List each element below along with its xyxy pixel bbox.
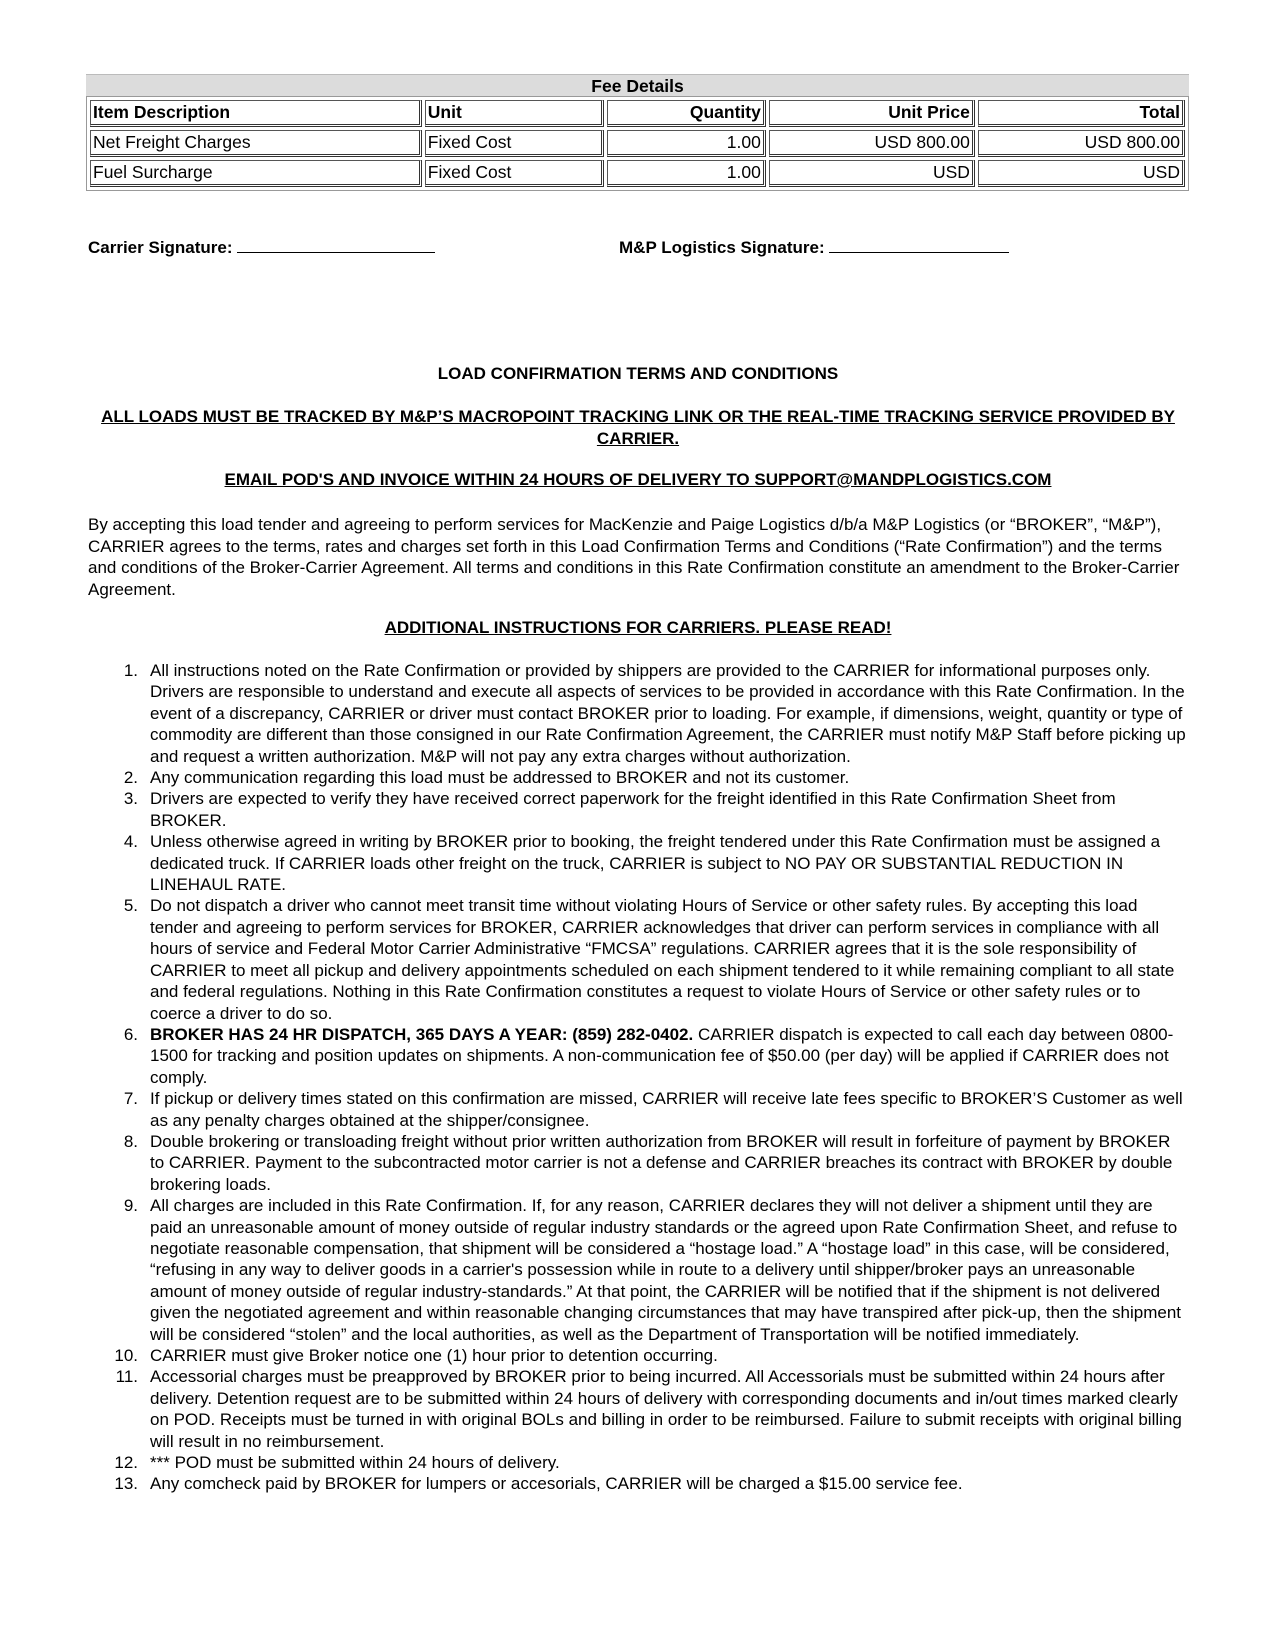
table-cell: 1.00 <box>607 130 765 157</box>
column-header: Unit <box>425 100 605 127</box>
table-cell: Net Freight Charges <box>90 130 422 157</box>
list-item: 13. Any comcheck paid by BROKER for lumpers or accesorials, CARRIER will be charged a $15.00 service fee. <box>114 1474 963 1494</box>
table-cell: USD <box>978 160 1185 187</box>
fee-details-title: Fee Details <box>86 74 1189 97</box>
mp-signature-line[interactable] <box>829 236 1009 253</box>
intro-paragraph: By accepting this load tender and agreeing to perform services for MacKenzie and Paige Logistics d/b/a M&P Logistics (or “BROKER”, “M&P”), CARRIER agrees to the terms, rates and charges set forth in this Load Confirmation Terms and Conditions (“Rate Confirmation”) and the terms and conditions of the Broker-Carrier Agreement. All terms and conditions in this Rate Confirmation constitute an amendment to the Broker-Carrier Agreement. <box>88 515 1180 599</box>
email-notice: EMAIL POD'S AND INVOICE WITHIN 24 HOURS OF DELIVERY TO SUPPORT@MANDPLOGISTICS.COM <box>224 470 1052 489</box>
fee-details-section <box>86 74 1189 191</box>
table-cell: USD 800.00 <box>978 130 1185 157</box>
column-header: Item Description <box>90 100 422 127</box>
list-item: 7. If pickup or delivery times stated on this confirmation are missed, CARRIER will receive late fees specific to BROKER’S Customer as well as any penalty charges obtained at the shipper/consignee. <box>123 1089 1183 1130</box>
mp-logistics-signature <box>619 236 1009 258</box>
list-item: 2. Any communication regarding this load must be addressed to BROKER and not its customer. <box>123 768 850 788</box>
table-cell: USD <box>769 160 975 187</box>
table-cell: Fixed Cost <box>425 160 605 187</box>
list-item: 6. BROKER HAS 24 HR DISPATCH, 365 DAYS A YEAR: (859) 282-0402. CARRIER dispatch is expected to call each day between 0800-1500 for tracking and position updates on shipments. A non-communication fee of $50.00 (per day) will be applied if CARRIER does not comply. <box>123 1024 1174 1087</box>
list-item: 9. All charges are included in this Rate Confirmation. If, for any reason, CARRIER declares they will not deliver a shipment until they are paid an unreasonable amount of money outside of regular industry standards or the agreed upon Rate Confirmation Sheet, and refuse to negotiate reasonable compensation, that shipment will be considered a “hostage load.” A “hostage load” in this case, will be considered, “refusing in any way to deliver goods in a carrier's possession while in route to a delivery until shipper/broker pays an unreasonable amount of money outside of regular industry-standards.” At that point, the CARRIER will be notified that if the shipment is not delivered given the negotiated agreement and within reasonable changing circumstances that may have transpired after pick-up, then the shipment will be considered “stolen” and the local authorities, as well as the Department of Transportation will be notified immediately. <box>123 1196 1182 1344</box>
table-row <box>90 160 1185 187</box>
column-header: Unit Price <box>769 100 975 127</box>
table-header-row <box>90 100 1185 127</box>
additional-instructions-title: ADDITIONAL INSTRUCTIONS FOR CARRIERS. PLEASE READ! <box>384 618 892 637</box>
terms-title: LOAD CONFIRMATION TERMS AND CONDITIONS <box>437 364 839 383</box>
list-item: 10. CARRIER must give Broker notice one (1) hour prior to detention occurring. <box>114 1346 718 1365</box>
table-row <box>90 130 1185 157</box>
tracking-notice: ALL LOADS MUST BE TRACKED BY M&P’S MACROPOINT TRACKING LINK OR THE REAL-TIME TRACKING SERVICE PROVIDED BY CARRIER. <box>101 407 1175 448</box>
list-item: 5. Do not dispatch a driver who cannot meet transit time without violating Hours of Service or other safety rules. By accepting this load tender and agreeing to perform services for BROKER, CARRIER acknowledges that driver can perform services in compliance with all hours of service and Federal Motor Carrier Administrative “FMCSA” regulations. CARRIER agrees that it is the sole responsibility of CARRIER to meet all pickup and delivery appointments scheduled on each shipment tendered to it while remaining compliant to all state and federal regulations. Nothing in this Rate Confirmation constitutes a request to violate Hours of Service or other safety rules or to coerce a driver to do so. <box>123 896 1175 1023</box>
table-cell: Fixed Cost <box>425 130 605 157</box>
fee-details-table <box>86 96 1189 191</box>
column-header: Total <box>978 100 1185 127</box>
carrier-signature <box>88 236 435 258</box>
list-item: 12. *** POD must be submitted within 24 hours of delivery. <box>114 1453 560 1473</box>
instructions-list <box>88 660 1188 1495</box>
column-header: Quantity <box>607 100 765 127</box>
list-item: 8. Double brokering or transloading freight without prior written authorization from BROKER will result in forfeiture of payment by BROKER to CARRIER. Payment to the subcontracted motor carrier is not a defense and CARRIER breaches its contract with BROKER by double brokering loads. <box>123 1131 1173 1194</box>
mp-signature-label: M&P Logistics Signature: <box>619 238 825 257</box>
list-item: 3. Drivers are expected to verify they have received correct paperwork for the freight identified in this Rate Confirmation Sheet from BROKER. <box>123 789 1116 830</box>
list-item: 1. All instructions noted on the Rate Confirmation or provided by shippers are provided to the CARRIER for informational purposes only. Drivers are responsible to understand and execute all aspects of services to be provided in accordance with this Rate Confirmation. In the event of a discrepancy, CARRIER or driver must contact BROKER prior to loading. For example, if dimensions, weight, quantity or type of commodity are different than those consigned in our Rate Confirmation Agreement, the CARRIER must notify M&P Staff before picking up and request a written authorization. M&P will not pay any extra charges without authorization. <box>123 661 1186 766</box>
list-item: 4. Unless otherwise agreed in writing by BROKER prior to booking, the freight tendered under this Rate Confirmation must be assigned a dedicated truck. If CARRIER loads other freight on the truck, CARRIER is subject to NO PAY OR SUBSTANTIAL REDUCTION IN LINEHAUL RATE. <box>123 832 1161 895</box>
carrier-signature-label: Carrier Signature: <box>88 238 233 257</box>
list-item: 11. Accessorial charges must be preapproved by BROKER prior to being incurred. All Accessorials must be submitted within 24 hours after delivery. Detention request are to be submitted within 24 hours of delivery with corresponding documents and in/out times marked clearly on POD. Receipts must be turned in with original BOLs and billing in order to be reimbursed. Failure to submit receipts with original billing will result in no reimbursement. <box>115 1367 1182 1451</box>
carrier-signature-line[interactable] <box>237 236 435 253</box>
table-cell: USD 800.00 <box>769 130 975 157</box>
table-cell: 1.00 <box>607 160 765 187</box>
table-cell: Fuel Surcharge <box>90 160 422 187</box>
